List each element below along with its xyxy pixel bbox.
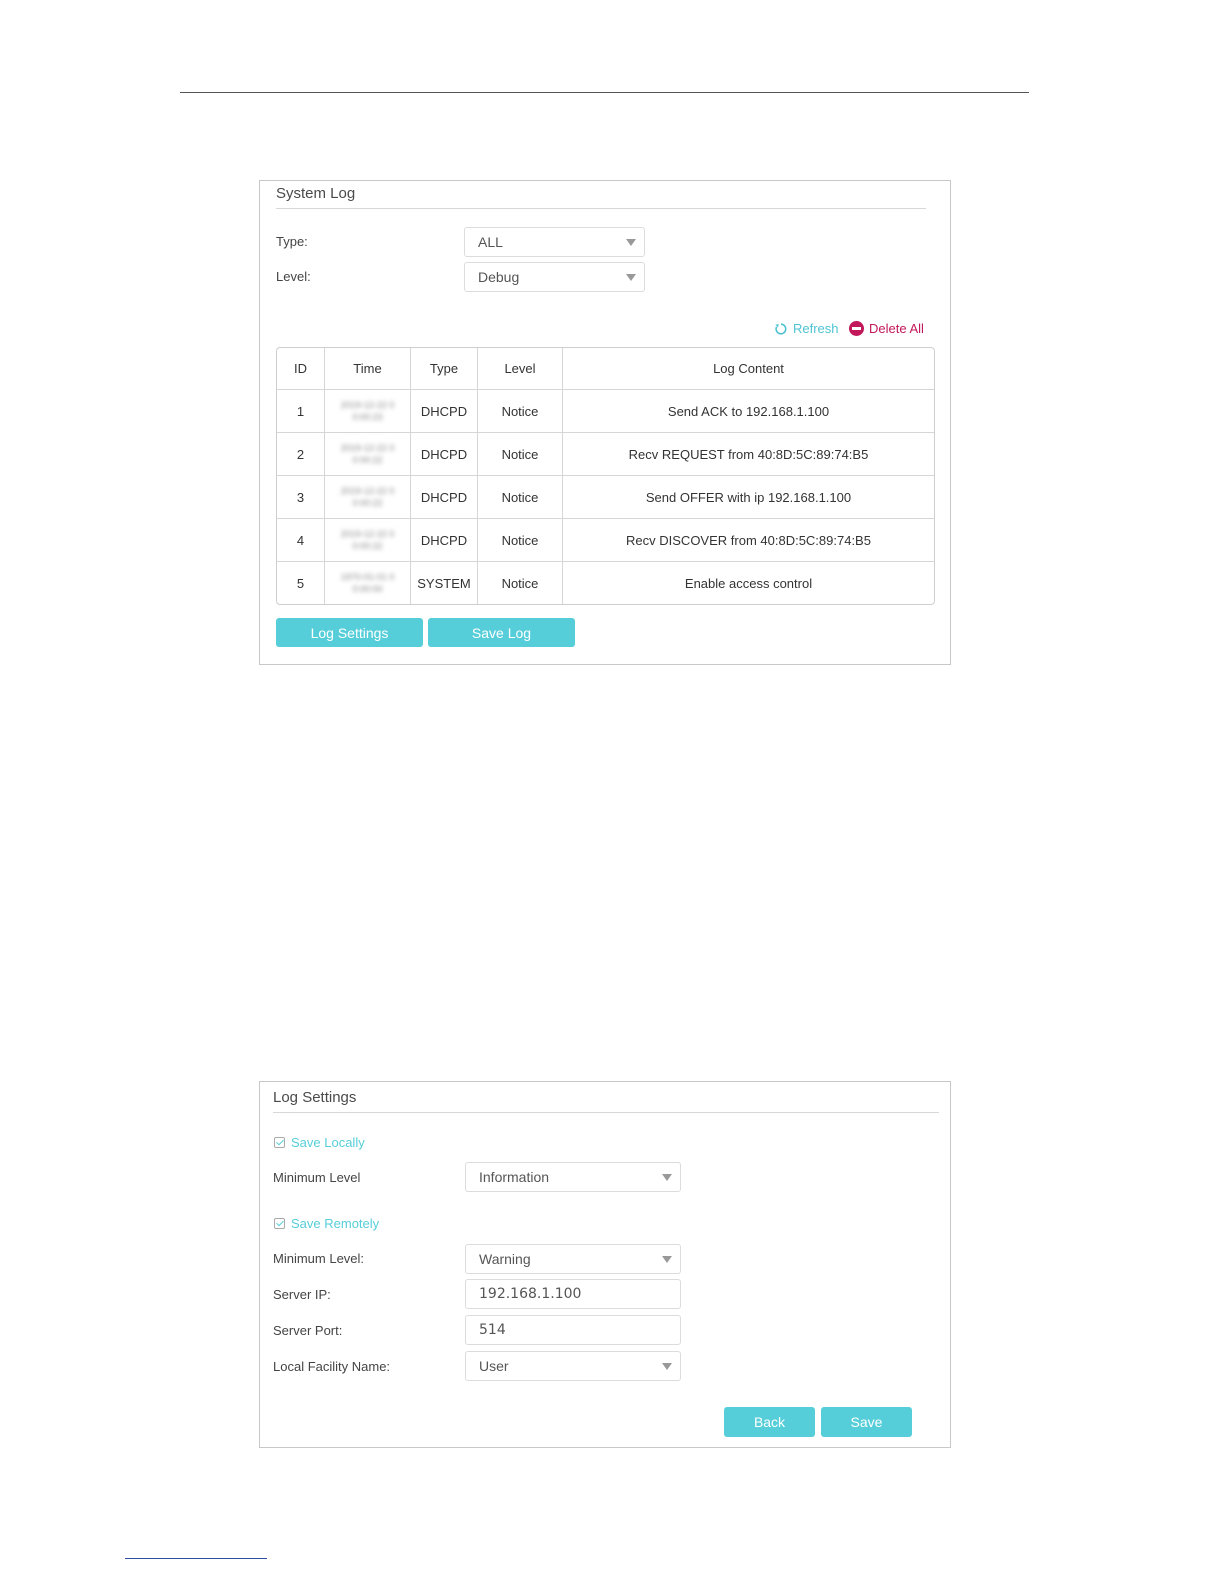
cell-level: Notice [478, 476, 563, 519]
cell-level: Notice [478, 433, 563, 476]
table-row [277, 519, 934, 562]
local-min-level-label: Minimum Level [273, 1170, 361, 1185]
blurred-time: 2019-12-22 0 0:00:23 [340, 400, 395, 422]
footer-link-underline [125, 1558, 267, 1559]
save-remotely-checkbox[interactable] [274, 1216, 379, 1231]
title-separator [276, 208, 926, 209]
cell-content: Enable access control [684, 575, 813, 591]
facility-select[interactable] [465, 1351, 681, 1381]
cell-time [325, 390, 411, 433]
local-min-level-select[interactable] [465, 1162, 681, 1192]
cell-time [325, 433, 411, 476]
log-table [276, 347, 935, 605]
server-port-input[interactable]: 514 [465, 1315, 681, 1345]
system-log-title: System Log [276, 185, 356, 202]
cell-id: 4 [277, 519, 325, 562]
cell-level: Notice [478, 390, 563, 433]
chevron-down-icon [662, 1174, 672, 1181]
remote-min-level-value: Warning [479, 1251, 531, 1267]
chevron-down-icon [662, 1256, 672, 1263]
refresh-label: Refresh [793, 321, 839, 336]
table-row [277, 433, 934, 476]
table-row [277, 476, 934, 519]
back-button[interactable]: Back [724, 1407, 815, 1437]
cell-type: SYSTEM [411, 562, 478, 604]
delete-all-label: Delete All [869, 321, 924, 336]
type-select[interactable] [464, 227, 645, 257]
server-port-label: Server Port: [273, 1323, 343, 1338]
log-settings-title: Log Settings [273, 1089, 357, 1106]
page-header-rule [180, 92, 1029, 93]
level-select[interactable] [464, 262, 645, 292]
cell-time [325, 562, 411, 604]
remote-min-level-label: Minimum Level: [273, 1251, 365, 1266]
checkbox-checked-icon [274, 1137, 285, 1148]
chevron-down-icon [626, 274, 636, 281]
cell-content: Recv DISCOVER from 40:8D:5C:89:74:B5 [563, 519, 934, 562]
column-header-type: Type [411, 348, 478, 390]
blurred-time: 2019-12-22 0 0:00:22 [340, 486, 395, 508]
cell-id: 1 [277, 390, 325, 433]
cell-time [325, 476, 411, 519]
facility-value: User [479, 1358, 509, 1374]
title-separator [273, 1112, 939, 1113]
save-remotely-label: Save Remotely [291, 1216, 380, 1231]
server-ip-input[interactable]: 192.168.1.100 [465, 1279, 681, 1309]
cell-time [325, 519, 411, 562]
facility-label: Local Facility Name: [273, 1359, 391, 1374]
column-header-id: ID [277, 348, 325, 390]
cell-type: DHCPD [411, 433, 478, 476]
cell-content: Recv REQUEST from 40:8D:5C:89:74:B5 [563, 433, 934, 476]
save-locally-checkbox[interactable] [274, 1135, 365, 1150]
level-label: Level: [276, 269, 311, 284]
cell-level: Notice [478, 519, 563, 562]
log-settings-button[interactable]: Log Settings [276, 618, 423, 647]
log-settings-panel [259, 1081, 951, 1448]
refresh-icon [774, 322, 788, 336]
system-log-panel [259, 180, 951, 665]
blurred-time: 2019-12-22 0 0:00:22 [340, 443, 395, 465]
chevron-down-icon [626, 239, 636, 246]
chevron-down-icon [662, 1363, 672, 1370]
delete-all-button[interactable] [849, 321, 924, 336]
cell-id: 3 [277, 476, 325, 519]
save-locally-label: Save Locally [291, 1135, 365, 1150]
cell-type: DHCPD [411, 390, 478, 433]
column-header-time: Time [325, 348, 411, 390]
column-header-level: Level [478, 348, 563, 390]
server-ip-label: Server IP: [273, 1287, 331, 1302]
blurred-time: 1970-01-01 0 0:00:00 [340, 572, 395, 594]
level-select-value: Debug [478, 269, 520, 285]
save-log-button[interactable]: Save Log [428, 618, 575, 647]
cell-type: DHCPD [411, 519, 478, 562]
cell-content: Send OFFER with ip 192.168.1.100 [563, 476, 934, 519]
cell-type: DHCPD [411, 476, 478, 519]
blurred-time: 2019-12-22 0 0:00:22 [340, 529, 395, 551]
cell-id: 2 [277, 433, 325, 476]
table-header-row [277, 348, 934, 390]
save-button[interactable]: Save [821, 1407, 912, 1437]
type-select-value: ALL [478, 234, 503, 250]
checkbox-checked-icon [274, 1218, 285, 1229]
type-label: Type: [276, 234, 308, 249]
refresh-button[interactable] [774, 321, 839, 336]
cell-content: Send ACK to 192.168.1.100 [563, 390, 934, 433]
table-row [277, 390, 934, 433]
minus-circle-icon [849, 321, 864, 336]
column-header-log-content: Log Content [563, 348, 934, 390]
cell-level: Notice [478, 562, 563, 604]
remote-min-level-select[interactable] [465, 1244, 681, 1274]
table-row [277, 562, 934, 604]
cell-id: 5 [277, 562, 325, 604]
local-min-level-value: Information [479, 1169, 550, 1185]
